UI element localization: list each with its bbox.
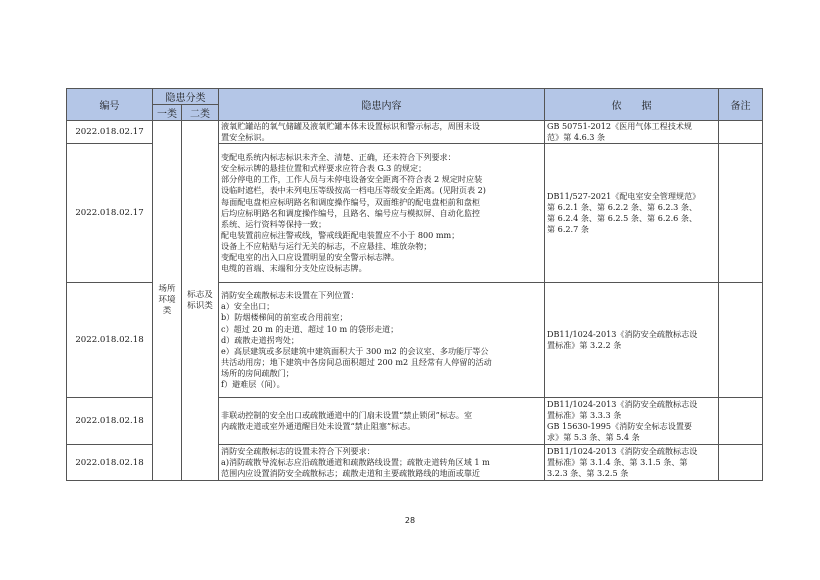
basis-line: 求》第 5.3 条、第 5.4 条 xyxy=(547,432,640,443)
row-note xyxy=(719,121,763,144)
row-content xyxy=(219,445,545,481)
row-note xyxy=(719,445,763,481)
header-category: 隐患分类 xyxy=(153,89,219,105)
content-line: 电缆的首端、末端和分支处应设标志牌。 xyxy=(221,263,367,274)
content-line: 非联动控制的安全出口或疏散通道中的门扇未设置“禁止锁闭”标志。室 xyxy=(221,410,473,421)
content-line: 内疏散走道或室外通道醒目处未设置“禁止阻塞”标志。 xyxy=(221,421,416,432)
row-note xyxy=(719,398,763,445)
basis-line: 第 6.2.1 条、第 6.2.2 条、第 6.2.3 条、 xyxy=(547,202,698,213)
content-line: 后均应标明路名和调度操作编号，且路名、编号应与模拟屏、自动化监控 xyxy=(221,207,481,218)
row-basis xyxy=(545,445,719,481)
row-id: 2022.018.02.18 xyxy=(67,445,153,481)
basis-line: 置标准》第 3.1.4 条、第 3.1.5 条、第 xyxy=(547,457,688,468)
content-line: 范围内应设置消防安全疏散标志；疏散走道和主要疏散路线的地面或靠近 xyxy=(221,468,481,479)
content-line: 消防安全疏散标志的设置未符合下列要求： xyxy=(221,446,375,457)
row-basis xyxy=(545,398,719,445)
category-2-cell xyxy=(182,121,219,481)
basis-line: DB11/1024-2013《消防安全疏散标志设 xyxy=(547,399,698,409)
row-content xyxy=(219,144,545,283)
row-id: 2022.018.02.17 xyxy=(67,121,153,144)
content-line: 系统、运行资料等保持一致； xyxy=(221,218,327,229)
basis-line: GB 15630-1995《消防安全标志设置要 xyxy=(547,421,693,432)
basis-line: DB11/527-2021《配电室安全管理规范》 xyxy=(547,191,701,201)
row-note xyxy=(719,144,763,283)
content-line: 场所的房间疏散门； xyxy=(221,367,294,378)
table-row xyxy=(67,121,763,144)
basis-line: GB 50751-2012《医用气体工程技术规 xyxy=(547,121,693,131)
header-cat1: 一类 xyxy=(153,105,182,121)
row-basis xyxy=(545,144,719,283)
content-line: 配电装置前应标注警戒线，警戒线距配电装置应不小于 800 mm； xyxy=(221,229,460,240)
basis-line: 范》第 4.6.3 条 xyxy=(547,132,606,143)
cat1-line: 类 xyxy=(162,306,172,317)
page-number: 28 xyxy=(404,516,416,525)
content-line: d）疏散走道拐弯处； xyxy=(221,334,300,345)
content-line: b）防烟楼梯间的前室或合用前室； xyxy=(221,312,348,323)
basis-line: 置标准》第 3.2.2 条 xyxy=(547,340,622,351)
cat1-line: 环境 xyxy=(158,295,176,306)
cat1-line: 场所 xyxy=(158,284,176,295)
basis-line: 置标准》第 3.3.3 条 xyxy=(547,410,622,421)
row-id: 2022.018.02.17 xyxy=(67,144,153,283)
content-line: a)消防疏散导流标志应沿疏散通道和疏散路线设置；疏散走道转角区域 1 m xyxy=(221,457,490,468)
category-1-cell xyxy=(153,121,182,481)
content-line: 共活动用房；地下建筑中各房间总面积超过 200 m2 且经常有人停留的活动 xyxy=(221,356,492,367)
cat2-line: 标志及 xyxy=(187,289,213,300)
row-content xyxy=(219,398,545,445)
content-line: 消防安全疏散标志未设置在下列位置： xyxy=(221,290,359,301)
content-line: 变配电系统内标志标识未齐全、清楚、正确，还未符合下列要求： xyxy=(221,152,456,163)
content-line: a）安全出口； xyxy=(221,301,275,312)
content-line: f）避难层（间）。 xyxy=(221,379,285,390)
content-line: 变配电室的出入口应设置明显的安全警示标志牌。 xyxy=(221,252,400,263)
basis-line: 第 6.2.4 条、第 6.2.5 条、第 6.2.6 条、 xyxy=(547,213,698,224)
content-line: 设备上不应粘贴与运行无关的标志，不应悬挂、堆放杂物； xyxy=(221,240,432,251)
basis-line: 3.2.3 条、第 3.2.5 条 xyxy=(547,468,629,479)
basis-line: 第 6.2.7 条 xyxy=(547,224,589,235)
content-line: 部分停电的工作，工作人员与未停电设备安全距离不符合表 2 规定时应装 xyxy=(221,174,483,185)
content-line: 液氧贮罐站的氧气储罐及液氧贮罐本体未设置标识和警示标志，周围未设 xyxy=(221,121,481,131)
row-basis xyxy=(545,121,719,144)
basis-line: DB11/1024-2013《消防安全疏散标志设 xyxy=(547,329,698,340)
content-line: c）超过 20 m 的走道、超过 10 m 的袋形走道； xyxy=(221,323,399,334)
header-content: 隐患内容 xyxy=(219,89,545,121)
content-line: 设临时遮栏，表中未列电压等级按高一档电压等级安全距离。(见附页表 2) xyxy=(221,185,486,196)
header-id: 编号 xyxy=(67,89,153,121)
row-content xyxy=(219,121,545,144)
content-line: 每面配电盘柜应标明路名和调度操作编号，双面维护的配电盘柜前和盘柜 xyxy=(221,196,481,207)
cat2-line: 标识类 xyxy=(187,300,213,311)
header-cat2: 二类 xyxy=(182,105,219,121)
row-basis xyxy=(545,283,719,398)
header-basis: 依 据 xyxy=(545,89,719,121)
row-id: 2022.018.02.18 xyxy=(67,398,153,445)
row-note xyxy=(719,283,763,398)
header-note: 备注 xyxy=(719,89,763,121)
row-content xyxy=(219,283,545,398)
hazard-table xyxy=(66,88,763,481)
basis-line: DB11/1024-2013《消防安全疏散标志设 xyxy=(547,446,698,457)
content-line: e）高层建筑或多层建筑中建筑面积大于 300 m2 的会议室、多功能厅等公 xyxy=(221,345,489,356)
row-id: 2022.018.02.18 xyxy=(67,283,153,398)
content-line: 安全标示牌的悬挂位置和式样要求应符合表 G.3 的规定； xyxy=(221,163,427,174)
header-row xyxy=(67,89,763,105)
content-line: 置安全标识。 xyxy=(221,132,270,143)
